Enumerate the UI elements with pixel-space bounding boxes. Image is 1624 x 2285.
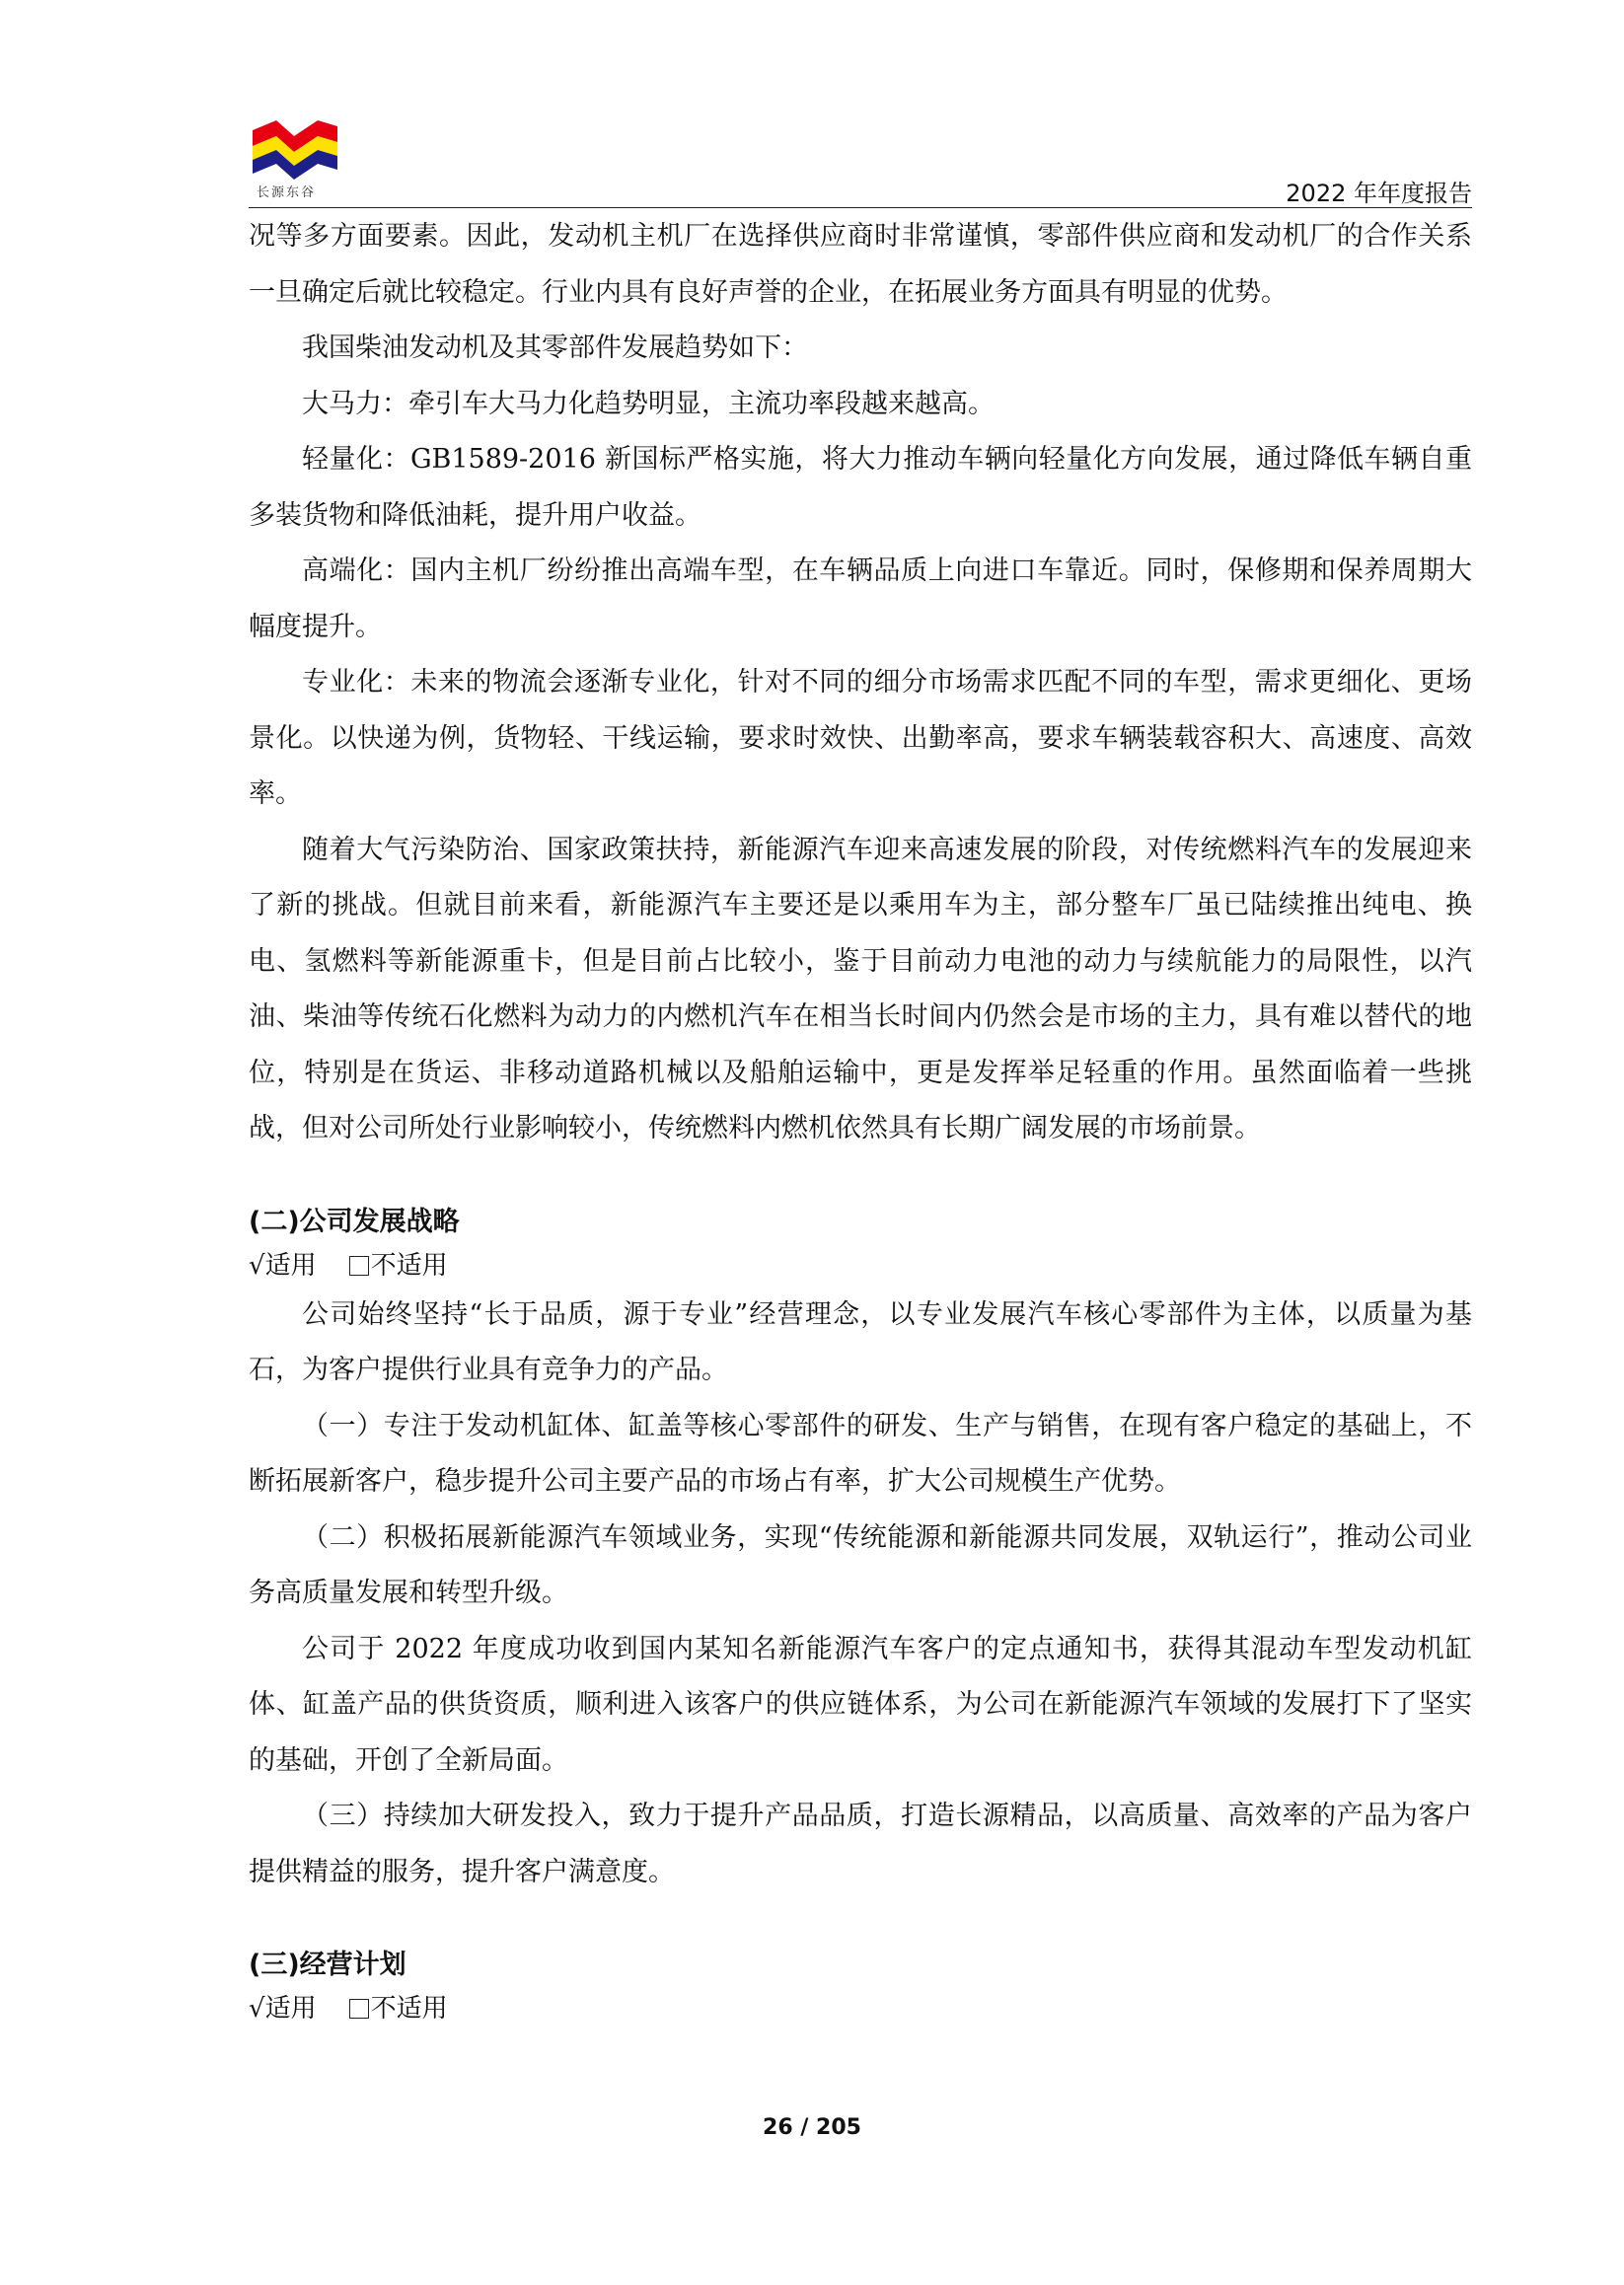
checkbox-icon: [349, 1999, 369, 2019]
header-divider: [249, 207, 1472, 208]
paragraph: 况等多方面要素。因此，发动机主机厂在选择供应商时非常谨慎，零部件供应商和发动机厂的合作关系一旦确定后就比较稳定。行业内具有良好声誉的企业，在拓展业务方面具有明显的优势。: [249, 221, 1472, 308]
logo-wave-icon: [249, 116, 343, 182]
section-heading: (三)经营计划: [249, 1950, 406, 1980]
not-applicable-label: 不适用: [370, 1250, 448, 1281]
logo-text: 长源东谷: [257, 185, 317, 200]
paragraph: 公司始终坚持“长于品质，源于专业”经营理念，以专业发展汽车核心零部件为主体，以质量为基石，为客户提供行业具有竞争力的产品。: [249, 1298, 1472, 1385]
paragraph: 大马力：牵引车大马力化趋势明显，主流功率段越来越高。: [302, 388, 995, 419]
paragraph: 公司于 2022 年度成功收到国内某知名新能源汽车客户的定点通知书，获得其混动车型发动机缸体、缸盖产品的供货资质，顺利进入该客户的供应链体系，为公司在新能源汽车领域的发展打下了坚实的基础，开创了全新局面。: [249, 1633, 1472, 1776]
section-heading: (二)公司发展战略: [249, 1206, 460, 1237]
checkbox-icon: [349, 1256, 369, 1276]
paragraph: 随着大气污染防治、国家政策扶持，新能源汽车迎来高速发展的阶段，对传统燃料汽车的发展迎来了新的挑战。但就目前来看，新能源汽车主要还是以乘用车为主，部分整车厂虽已陆续推出纯电、换电、氢燃料等新能源重卡，但是目前占比较小，鉴于目前动力电池的动力与续航能力的局限性，以汽油、柴油等传统石化燃料为动力的内燃机汽车在相当长时间内仍然会是市场的主力，具有难以替代的地位，特别是在货运、非移动道路机械以及船舶运输中，更是发挥举足轻重的作用。虽然面临着一些挑战，但对公司所处行业影响较小，传统燃料内燃机依然具有长期广阔发展的市场前景。: [249, 834, 1472, 1143]
page-number: 26 / 205: [763, 2115, 861, 2140]
paragraph: （三）持续加大研发投入，致力于提升产品品质，打造长源精品，以高质量、高效率的产品为客户提供精益的服务，提升客户满意度。: [249, 1801, 1472, 1887]
report-title: 2022 年年度报告: [1286, 180, 1472, 207]
company-logo: [249, 116, 343, 205]
applicable-check: √适用: [249, 1994, 317, 2024]
paragraph: （二）积极拓展新能源汽车领域业务，实现“传统能源和新能源共同发展，双轨运行”，推动公司业务高质量发展和转型升级。: [249, 1521, 1472, 1608]
main-content: [249, 209, 1472, 2030]
paragraph: （一）专注于发动机缸体、缸盖等核心零部件的研发、生产与销售，在现有客户稳定的基础上，不断拓展新客户，稳步提升公司主要产品的市场占有率，扩大公司规模生产优势。: [249, 1410, 1472, 1497]
applicable-check: √适用: [249, 1250, 317, 1281]
paragraph: 高端化：国内主机厂纷纷推出高端车型，在车辆品质上向进口车靠近。同时，保修期和保养周期大幅度提升。: [249, 555, 1472, 642]
paragraph: 轻量化：GB1589-2016 新国标严格实施，将大力推动车辆向轻量化方向发展，通过降低车辆自重多装货物和降低油耗，提升用户收益。: [249, 444, 1472, 531]
not-applicable-label: 不适用: [370, 1994, 448, 2024]
paragraph: 专业化：未来的物流会逐渐专业化，针对不同的细分市场需求匹配不同的车型，需求更细化、更场景化。以快递为例，货物轻、干线运输，要求时效快、出勤率高，要求车辆装载容积大、高速度、高效率。: [249, 667, 1472, 809]
paragraph: 我国柴油发动机及其零部件发展趋势如下：: [302, 332, 808, 363]
page-header: [249, 116, 1472, 207]
applicability-line: [249, 1244, 1472, 1288]
applicability-line: [249, 1987, 1472, 2030]
